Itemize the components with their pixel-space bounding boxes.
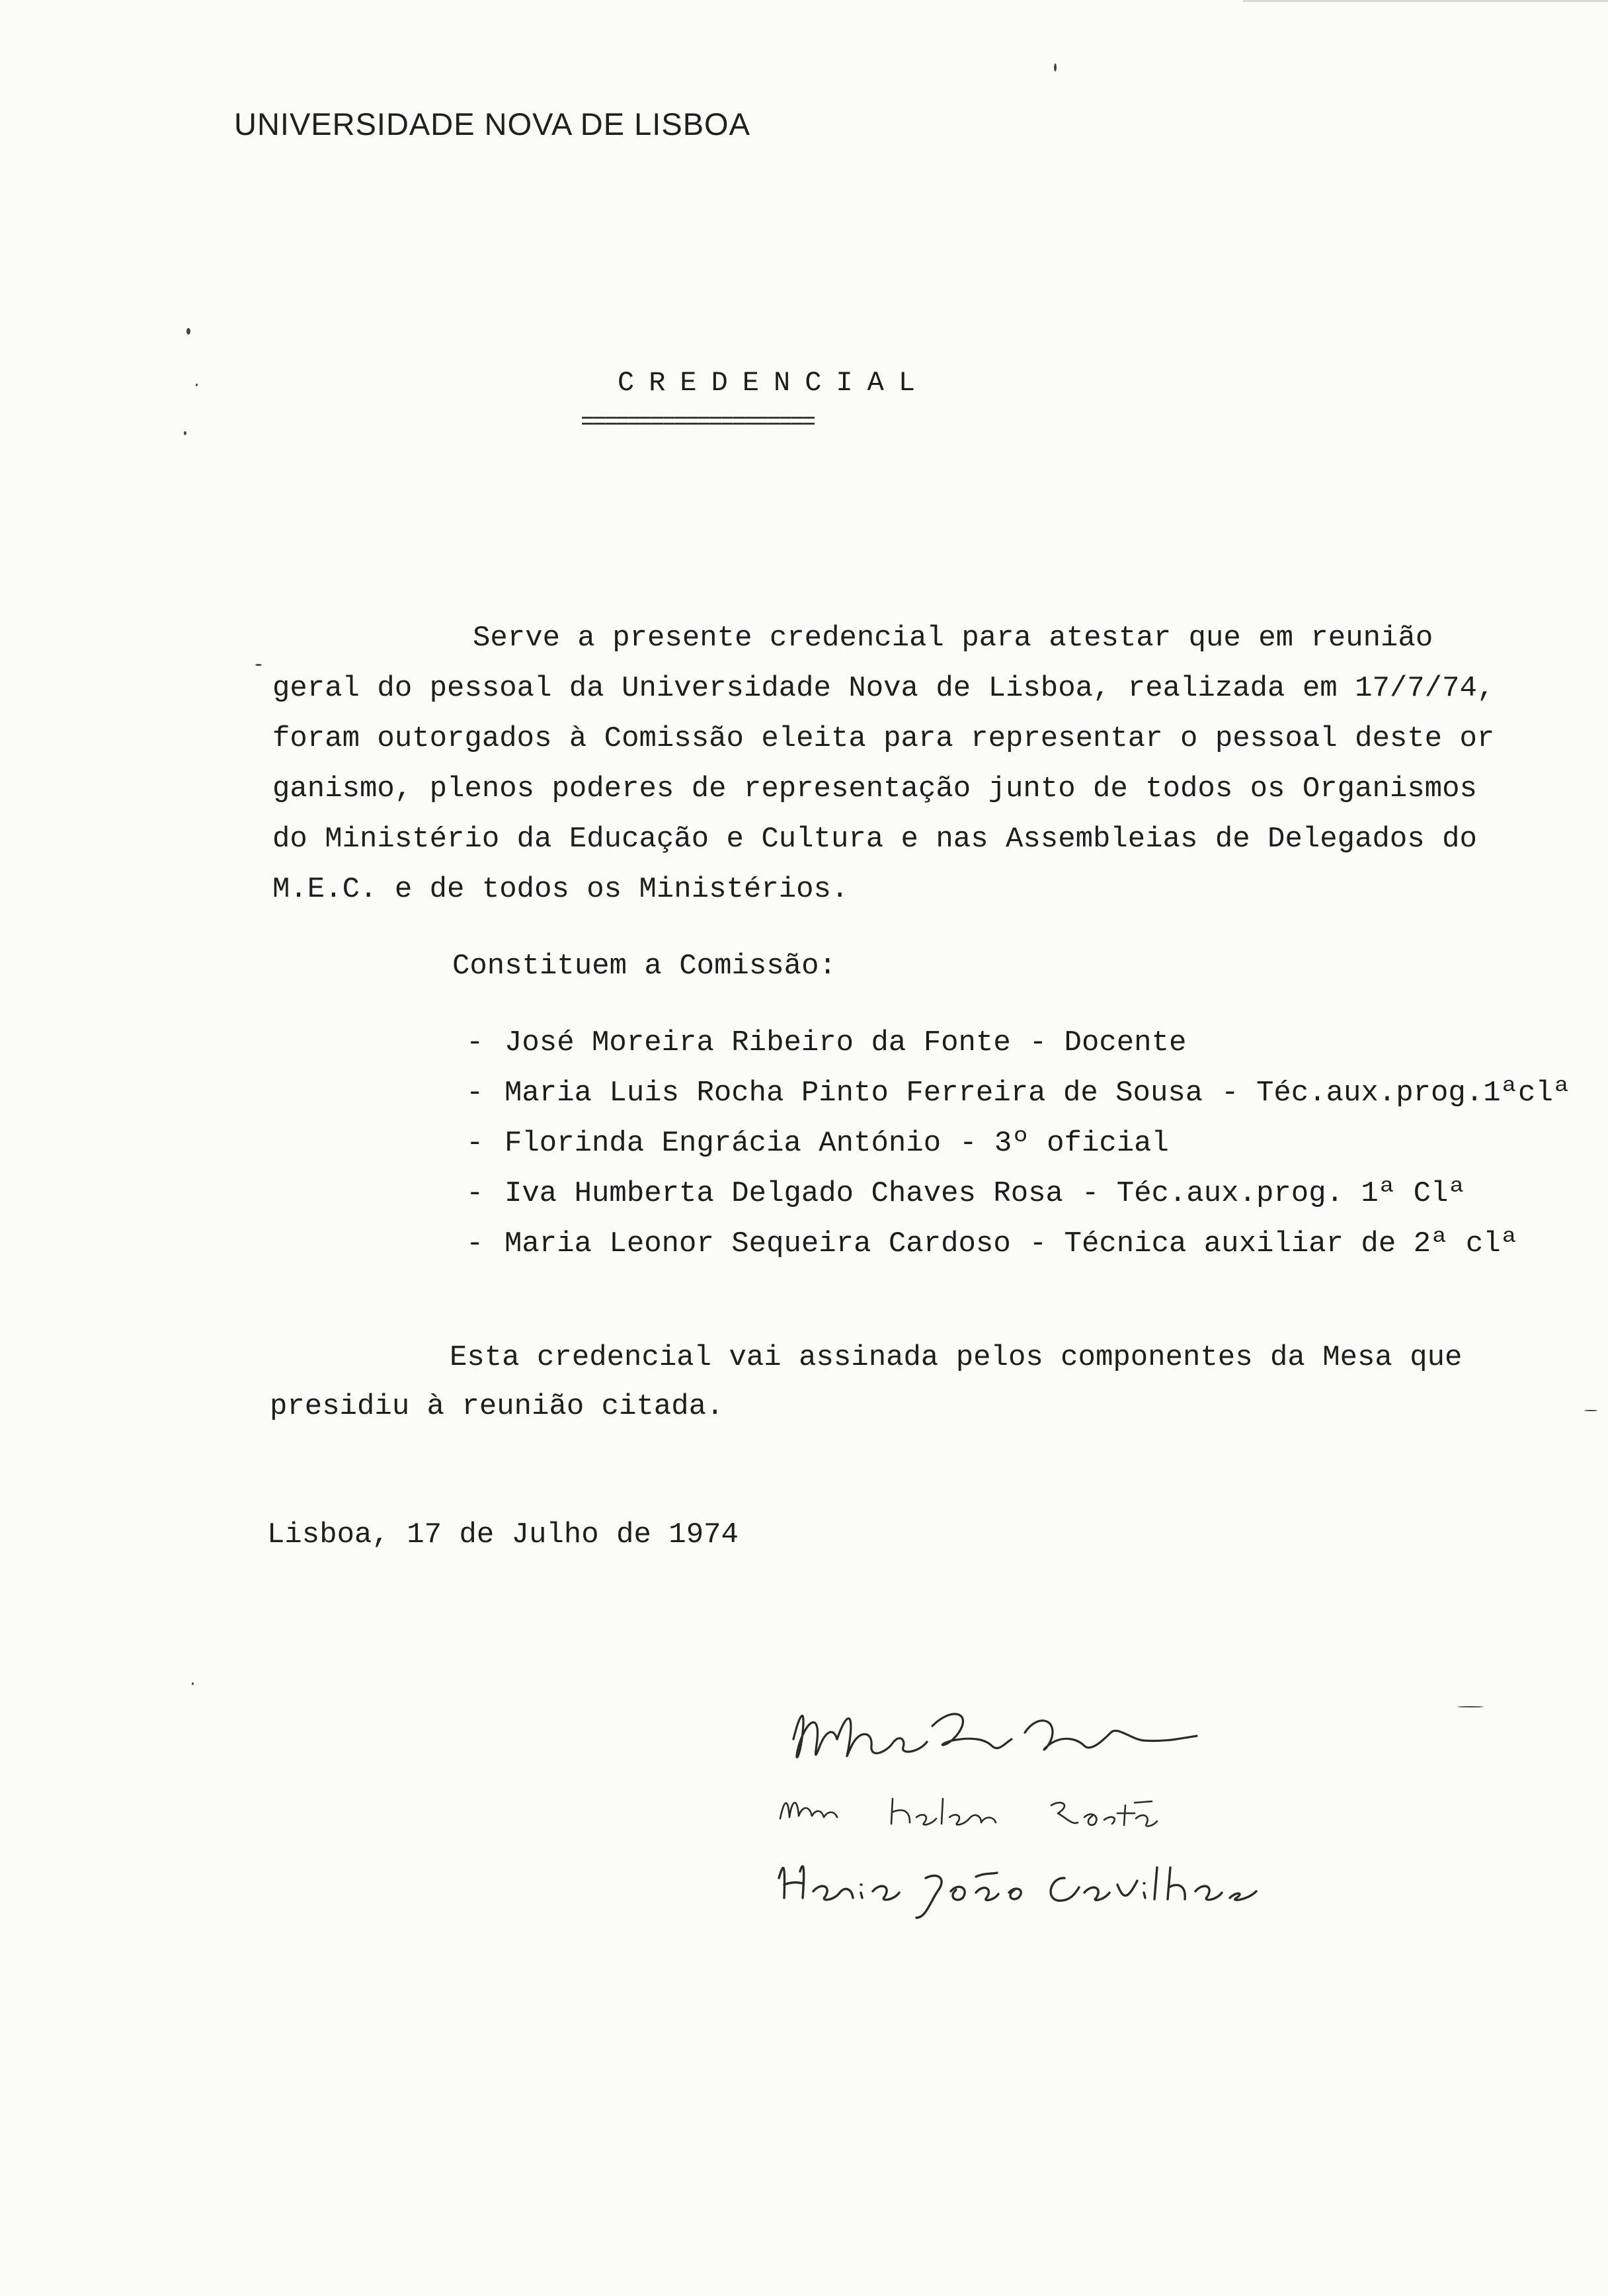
paragraph-line: do Ministério da Educação e Cultura e nas Assembleias de Delegados do [272, 823, 1477, 856]
list-dash: - [466, 1177, 484, 1210]
paragraph-line: Serve a presente credencial para atestar que em reunião [473, 622, 1433, 655]
members-intro: Constituem a Comissão: [452, 950, 836, 983]
scan-speck [1584, 1410, 1597, 1411]
paragraph-line: M.E.C. e de todos os Ministérios. [272, 873, 849, 906]
member-name: Maria Luis Rocha Pinto Ferreira de Sousa [504, 1077, 1203, 1110]
member-role: - 3º oficial [959, 1127, 1169, 1160]
member-role: - Téc.aux.prog. 1ª Clª [1081, 1177, 1466, 1210]
scan-speck [186, 328, 190, 335]
list-item [466, 1127, 1570, 1177]
institution-header: UNIVERSIDADE NOVA DE LISBOA [234, 106, 750, 142]
paragraph-line: geral do pessoal da Universidade Nova de Lisboa, realizada em 17/7/74, [272, 672, 1495, 705]
scan-speck [192, 1682, 194, 1685]
scan-speck [1054, 63, 1057, 71]
member-name: Maria Leonor Sequeira Cardoso [504, 1227, 1011, 1260]
paragraph-line: ganismo, plenos poderes de representação junto de todos os Organismos [272, 772, 1477, 805]
paragraph-line: foram outorgados à Comissão eleita para representar o pessoal deste or [272, 722, 1495, 755]
closing-line: Esta credencial vai assinada pelos componentes da Mesa que [450, 1341, 1463, 1374]
member-role: - Docente [1029, 1026, 1187, 1059]
title-double-underline: ==================== [581, 409, 814, 436]
committee-members-list [466, 1026, 1570, 1278]
scan-speck [196, 384, 198, 386]
list-dash: - [466, 1227, 484, 1260]
signatures-block [774, 1700, 1382, 1938]
member-role: - Técnica auxiliar de 2ª clª [1029, 1227, 1519, 1260]
signature-3 [774, 1700, 1382, 1938]
document-title: CREDENCIAL [618, 367, 930, 399]
list-dash: - [466, 1127, 484, 1160]
closing-line: presidiu à reunião citada. [270, 1390, 724, 1423]
member-name: José Moreira Ribeiro da Fonte [504, 1026, 1011, 1059]
member-name: Florinda Engrácia António [504, 1127, 942, 1160]
place-and-date: Lisboa, 17 de Julho de 1974 [267, 1518, 739, 1551]
list-item [466, 1227, 1570, 1278]
list-item [466, 1026, 1570, 1077]
member-role: - Téc.aux.prog.1ªclª [1221, 1077, 1571, 1110]
list-item [466, 1177, 1570, 1227]
member-name: Iva Humberta Delgado Chaves Rosa [504, 1177, 1063, 1210]
list-dash: - [466, 1077, 484, 1110]
scan-speck [184, 431, 186, 435]
scan-speck [1457, 1706, 1484, 1707]
scan-speck [255, 664, 262, 666]
list-dash: - [466, 1026, 484, 1059]
list-item [466, 1077, 1570, 1127]
scan-edge-line [1243, 0, 1608, 2]
